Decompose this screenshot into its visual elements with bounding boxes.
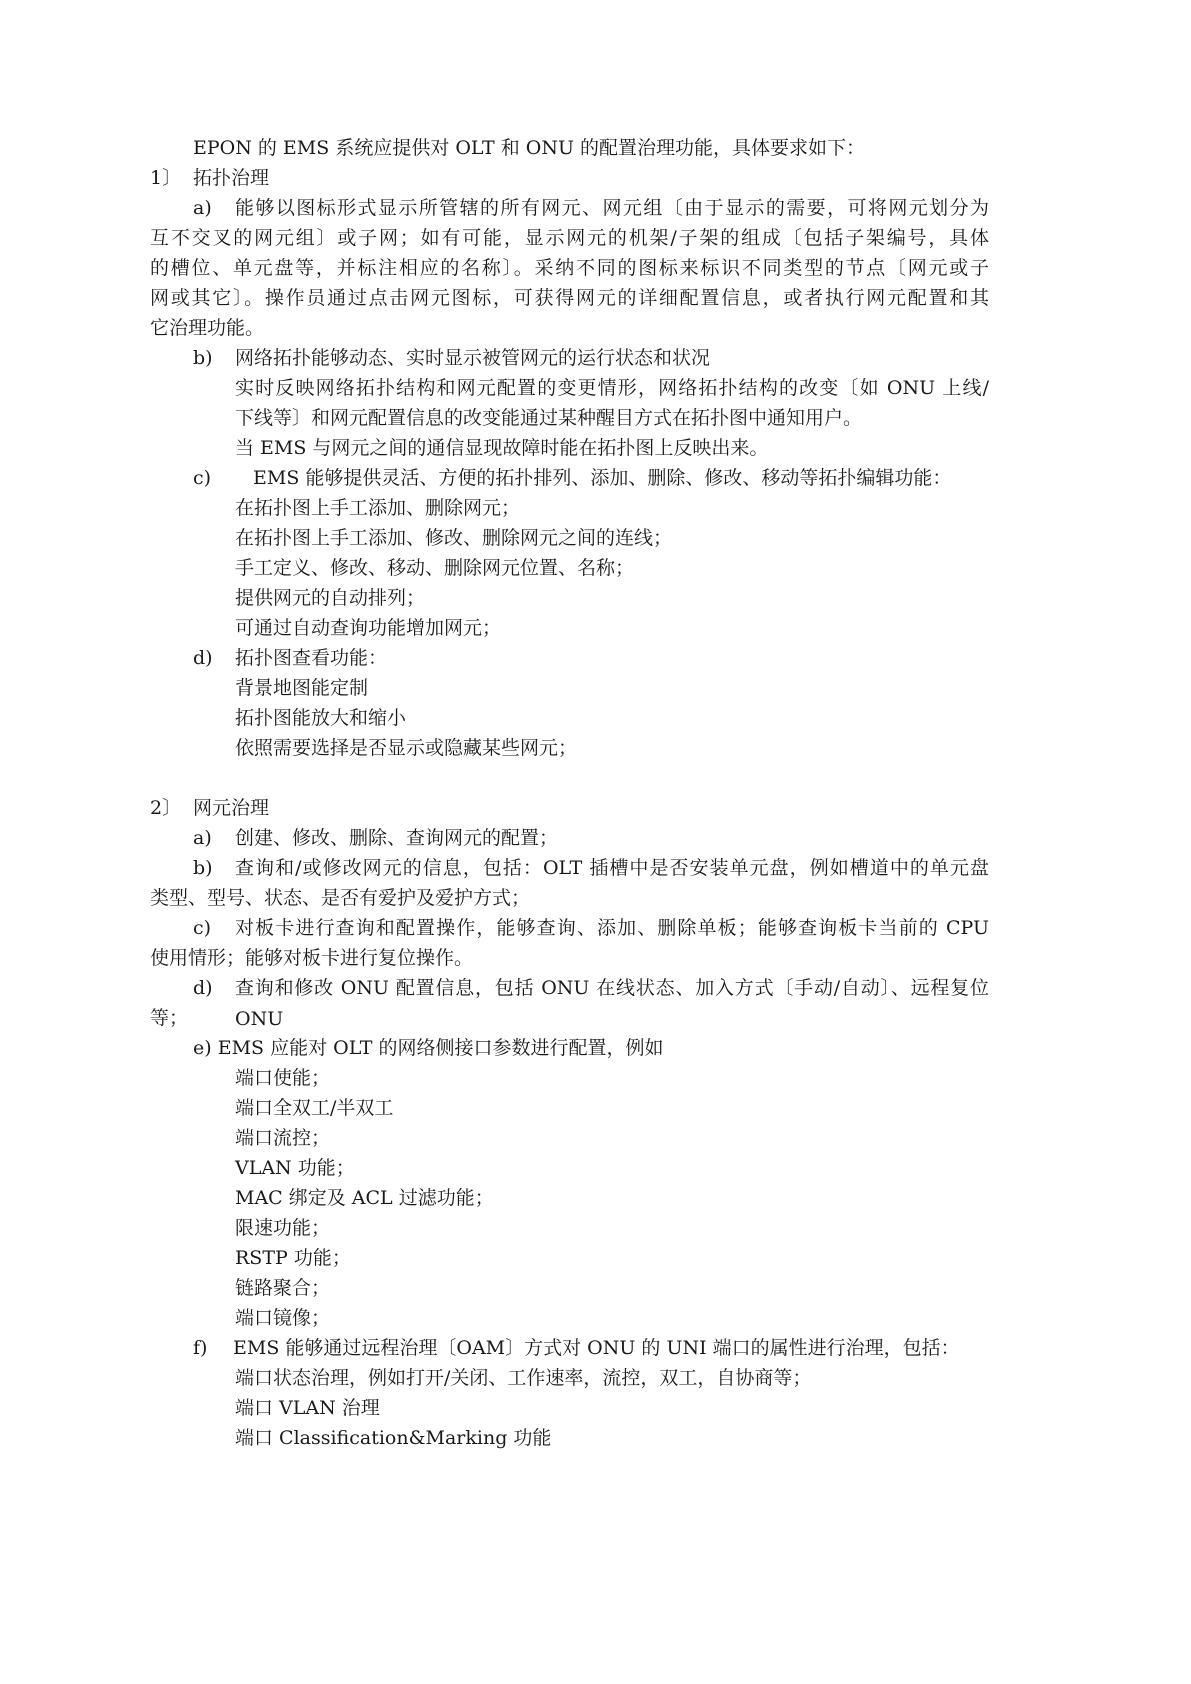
item-1a-line: 的槽位、单元盘等，并标注相应的名称〕。采纳不同的图标来标识不同类型的节点〔网元或子 xyxy=(150,257,989,279)
item-2d-line: 查询和修改 ONU 配置信息，包括 ONU 在线状态、加入方式〔手动/自动〕、远程复位 ONU xyxy=(235,977,989,1030)
item-2f-title: EMS 能够通过远程治理〔OAM〕方式对 ONU 的 UNI 端口的属性进行治理，包括： xyxy=(233,1337,960,1359)
item-1c-list-item: 在拓扑图上手工添加、修改、删除网元之间的连线； xyxy=(235,527,673,549)
item-2c-line: 对板卡进行查询和配置操作，能够查询、添加、删除单板；能够查询板卡当前的 CPU xyxy=(235,917,989,939)
item-1d-list-item: 背景地图能定制 xyxy=(235,677,369,699)
item-1c-list-item: 提供网元的自动排列； xyxy=(235,587,426,609)
item-1d-list-item: 依照需要选择是否显示或隐藏某些网元； xyxy=(235,737,578,759)
item-2e-list-item: 端口流控； xyxy=(235,1127,331,1149)
item-1d-title: 拓扑图查看功能： xyxy=(235,647,388,669)
item-2a-marker: a) xyxy=(193,827,212,849)
item-2d-line: 等； xyxy=(150,1007,189,1029)
section-2-number: 2〕 xyxy=(150,797,182,819)
item-2c-marker: c) xyxy=(193,917,212,939)
item-1b-line: 当 EMS 与网元之间的通信显现故障时能在拓扑图上反映出来。 xyxy=(235,437,769,459)
item-1c-list-item: 手工定义、修改、移动、删除网元位置、名称； xyxy=(235,557,635,579)
item-1c-title: EMS 能够提供灵活、方便的拓扑排列、添加、删除、修改、移动等拓扑编辑功能： xyxy=(253,467,952,489)
item-1c-list-item: 可通过自动查询功能增加网元； xyxy=(235,617,502,639)
item-2e-list-item: 端口全双工/半双工 xyxy=(235,1097,394,1119)
item-1b-title: 网络拓扑能够动态、实时显示被管网元的运行状态和状况 xyxy=(235,347,711,369)
item-1b-line: 实时反映网络拓扑结构和网元配置的变更情形，网络拓扑结构的改变〔如 ONU 上线/ xyxy=(235,377,989,399)
item-1b-marker: b) xyxy=(193,347,213,369)
item-2e-list-item: 链路聚合； xyxy=(235,1277,331,1299)
item-2e-list-item: 限速功能； xyxy=(235,1217,331,1239)
section-2-heading: 网元治理 xyxy=(193,797,270,819)
item-2e-list-item: 端口镜像； xyxy=(235,1307,331,1329)
item-2e-list-item: VLAN 功能； xyxy=(235,1157,355,1179)
item-2f-list-item: 端口状态治理，例如打开/关闭、工作速率，流控，双工，自协商等； xyxy=(235,1367,812,1389)
item-1d-marker: d) xyxy=(193,647,213,669)
item-1a-line: 互不交叉的网元组〕或子网；如有可能，显示网元的机架/子架的组成〔包括子架编号，具体 xyxy=(150,227,989,249)
item-2d-marker: d) xyxy=(193,977,213,999)
item-1a-line: 能够以图标形式显示所管辖的所有网元、网元组〔由于显示的需要，可将网元划分为 xyxy=(235,197,989,219)
item-2f-list-item: 端口 VLAN 治理 xyxy=(235,1397,380,1419)
section-1-number: 1〕 xyxy=(150,167,182,189)
intro-paragraph: EPON 的 EMS 系统应提供对 OLT 和 ONU 的配置治理功能，具体要求如下： xyxy=(193,137,866,159)
item-1d-list-item: 拓扑图能放大和缩小 xyxy=(235,707,407,729)
item-2e-list-item: RSTP 功能； xyxy=(235,1247,351,1269)
section-1-heading: 拓扑治理 xyxy=(193,167,270,189)
item-1c-marker: c) xyxy=(193,467,212,489)
item-2a-text: 创建、修改、删除、查询网元的配置； xyxy=(235,827,559,849)
item-2b-line: 查询和/或修改网元的信息，包括：OLT 插槽中是否安装单元盘，例如槽道中的单元盘 xyxy=(235,857,989,879)
item-2b-marker: b) xyxy=(193,857,213,879)
item-2e-title: e) EMS 应能对 OLT 的网络侧接口参数进行配置，例如 xyxy=(193,1037,664,1059)
item-1a-line: 网或其它〕。操作员通过点击网元图标，可获得网元的详细配置信息，或者执行网元配置和其 xyxy=(150,287,989,309)
item-2b-line: 类型、型号、状态、是否有爱护及爱护方式； xyxy=(150,887,531,909)
item-2f-list-item: 端口 Classification&Marking 功能 xyxy=(235,1427,552,1449)
item-2e-list-item: MAC 绑定及 ACL 过滤功能； xyxy=(235,1187,494,1209)
item-1b-line: 下线等〕和网元配置信息的改变能通过某种醒目方式在拓扑图中通知用户。 xyxy=(235,407,863,429)
item-1a-line: 它治理功能。 xyxy=(150,317,265,339)
item-2f-marker: f) xyxy=(193,1337,208,1359)
item-1a-marker: a) xyxy=(193,197,212,219)
item-2c-line: 使用情形；能够对板卡进行复位操作。 xyxy=(150,947,474,969)
item-1c-list-item: 在拓扑图上手工添加、删除网元； xyxy=(235,497,521,519)
item-2e-list-item: 端口使能； xyxy=(235,1067,331,1089)
